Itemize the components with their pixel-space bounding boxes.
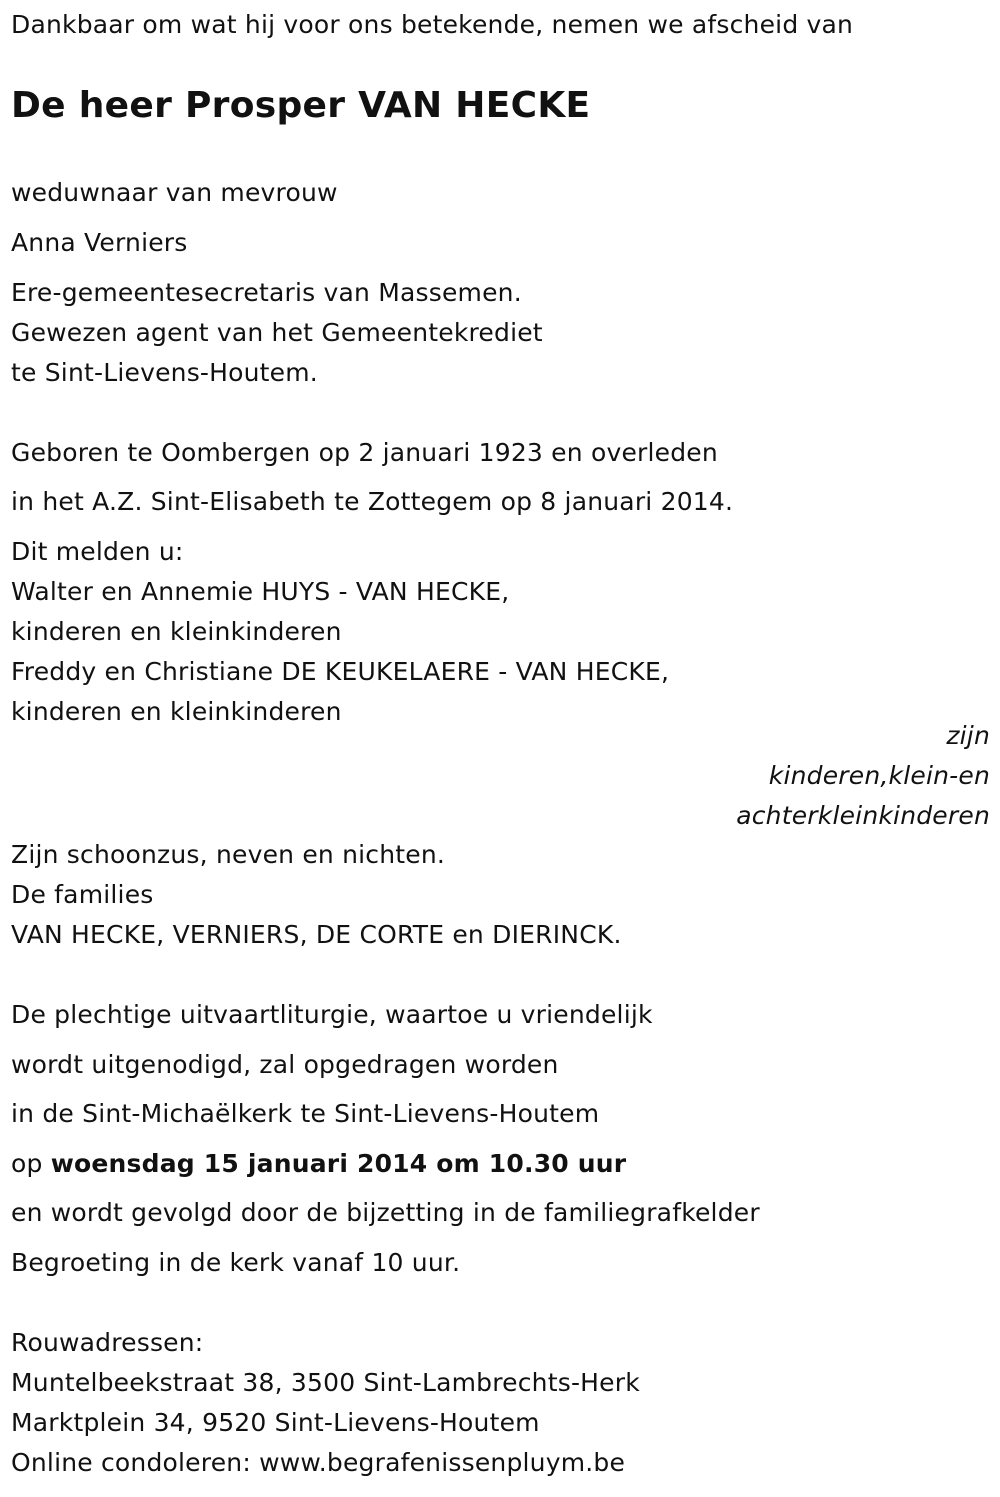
right-note-line: kinderen,klein-en <box>768 761 990 790</box>
funeral-line: Begroeting in de kerk vanaf 10 uur. <box>11 1248 461 1277</box>
announcer-line: Freddy en Christiane DE KEUKELAERE - VAN HECKE, <box>11 657 670 686</box>
condolences-link[interactable]: www.begrafenissenpluym.be <box>259 1448 626 1477</box>
funeral-line: in de Sint-Michaëlkerk te Sint-Lievens-Houtem <box>11 1099 600 1128</box>
career-line: te Sint-Lievens-Houtem. <box>11 358 318 387</box>
funeral-line: en wordt gevolgd door de bijzetting in de familiegrafkelder <box>11 1198 760 1227</box>
address-line: Muntelbeekstraat 38, 3500 Sint-Lambrechts-Herk <box>11 1368 640 1397</box>
announcer-line: Walter en Annemie HUYS - VAN HECKE, <box>11 577 510 606</box>
funeral-date-prefix: op <box>11 1149 51 1178</box>
address-line: Marktplein 34, 9520 Sint-Lievens-Houtem <box>11 1408 540 1437</box>
spouse-name: Anna Verniers <box>11 228 188 257</box>
career-line: Ere-gemeentesecretaris van Massemen. <box>11 278 522 307</box>
family-line: Zijn schoonzus, neven en nichten. <box>11 840 446 869</box>
funeral-date-line <box>11 1149 626 1179</box>
spouse-label: weduwnaar van mevrouw <box>11 178 338 207</box>
online-condolences-label: Online condoleren: <box>11 1448 260 1477</box>
addresses-heading: Rouwadressen: <box>11 1328 204 1357</box>
family-line: De families <box>11 880 154 909</box>
announcers-heading: Dit melden u: <box>11 537 184 566</box>
career-line: Gewezen agent van het Gemeentekrediet <box>11 318 543 347</box>
funeral-date: woensdag 15 januari 2014 om 10.30 uur <box>50 1149 627 1178</box>
right-note-line: zijn <box>946 721 990 750</box>
intro-text: Dankbaar om wat hij voor ons betekende, nemen we afscheid van <box>11 10 854 39</box>
birth-death-line: Geboren te Oombergen op 2 januari 1923 en overleden <box>11 438 718 467</box>
right-note-line: achterkleinkinderen <box>736 801 990 830</box>
birth-death-line: in het A.Z. Sint-Elisabeth te Zottegem op 8 januari 2014. <box>11 487 734 516</box>
funeral-line: wordt uitgenodigd, zal opgedragen worden <box>11 1050 559 1079</box>
announcer-line: kinderen en kleinkinderen <box>11 697 342 726</box>
family-line: VAN HECKE, VERNIERS, DE CORTE en DIERINCK. <box>11 920 622 949</box>
announcer-line: kinderen en kleinkinderen <box>11 617 342 646</box>
online-condolences <box>11 1448 625 1478</box>
deceased-name-title: De heer Prosper VAN HECKE <box>11 85 591 126</box>
funeral-line: De plechtige uitvaartliturgie, waartoe u vriendelijk <box>11 1000 653 1029</box>
